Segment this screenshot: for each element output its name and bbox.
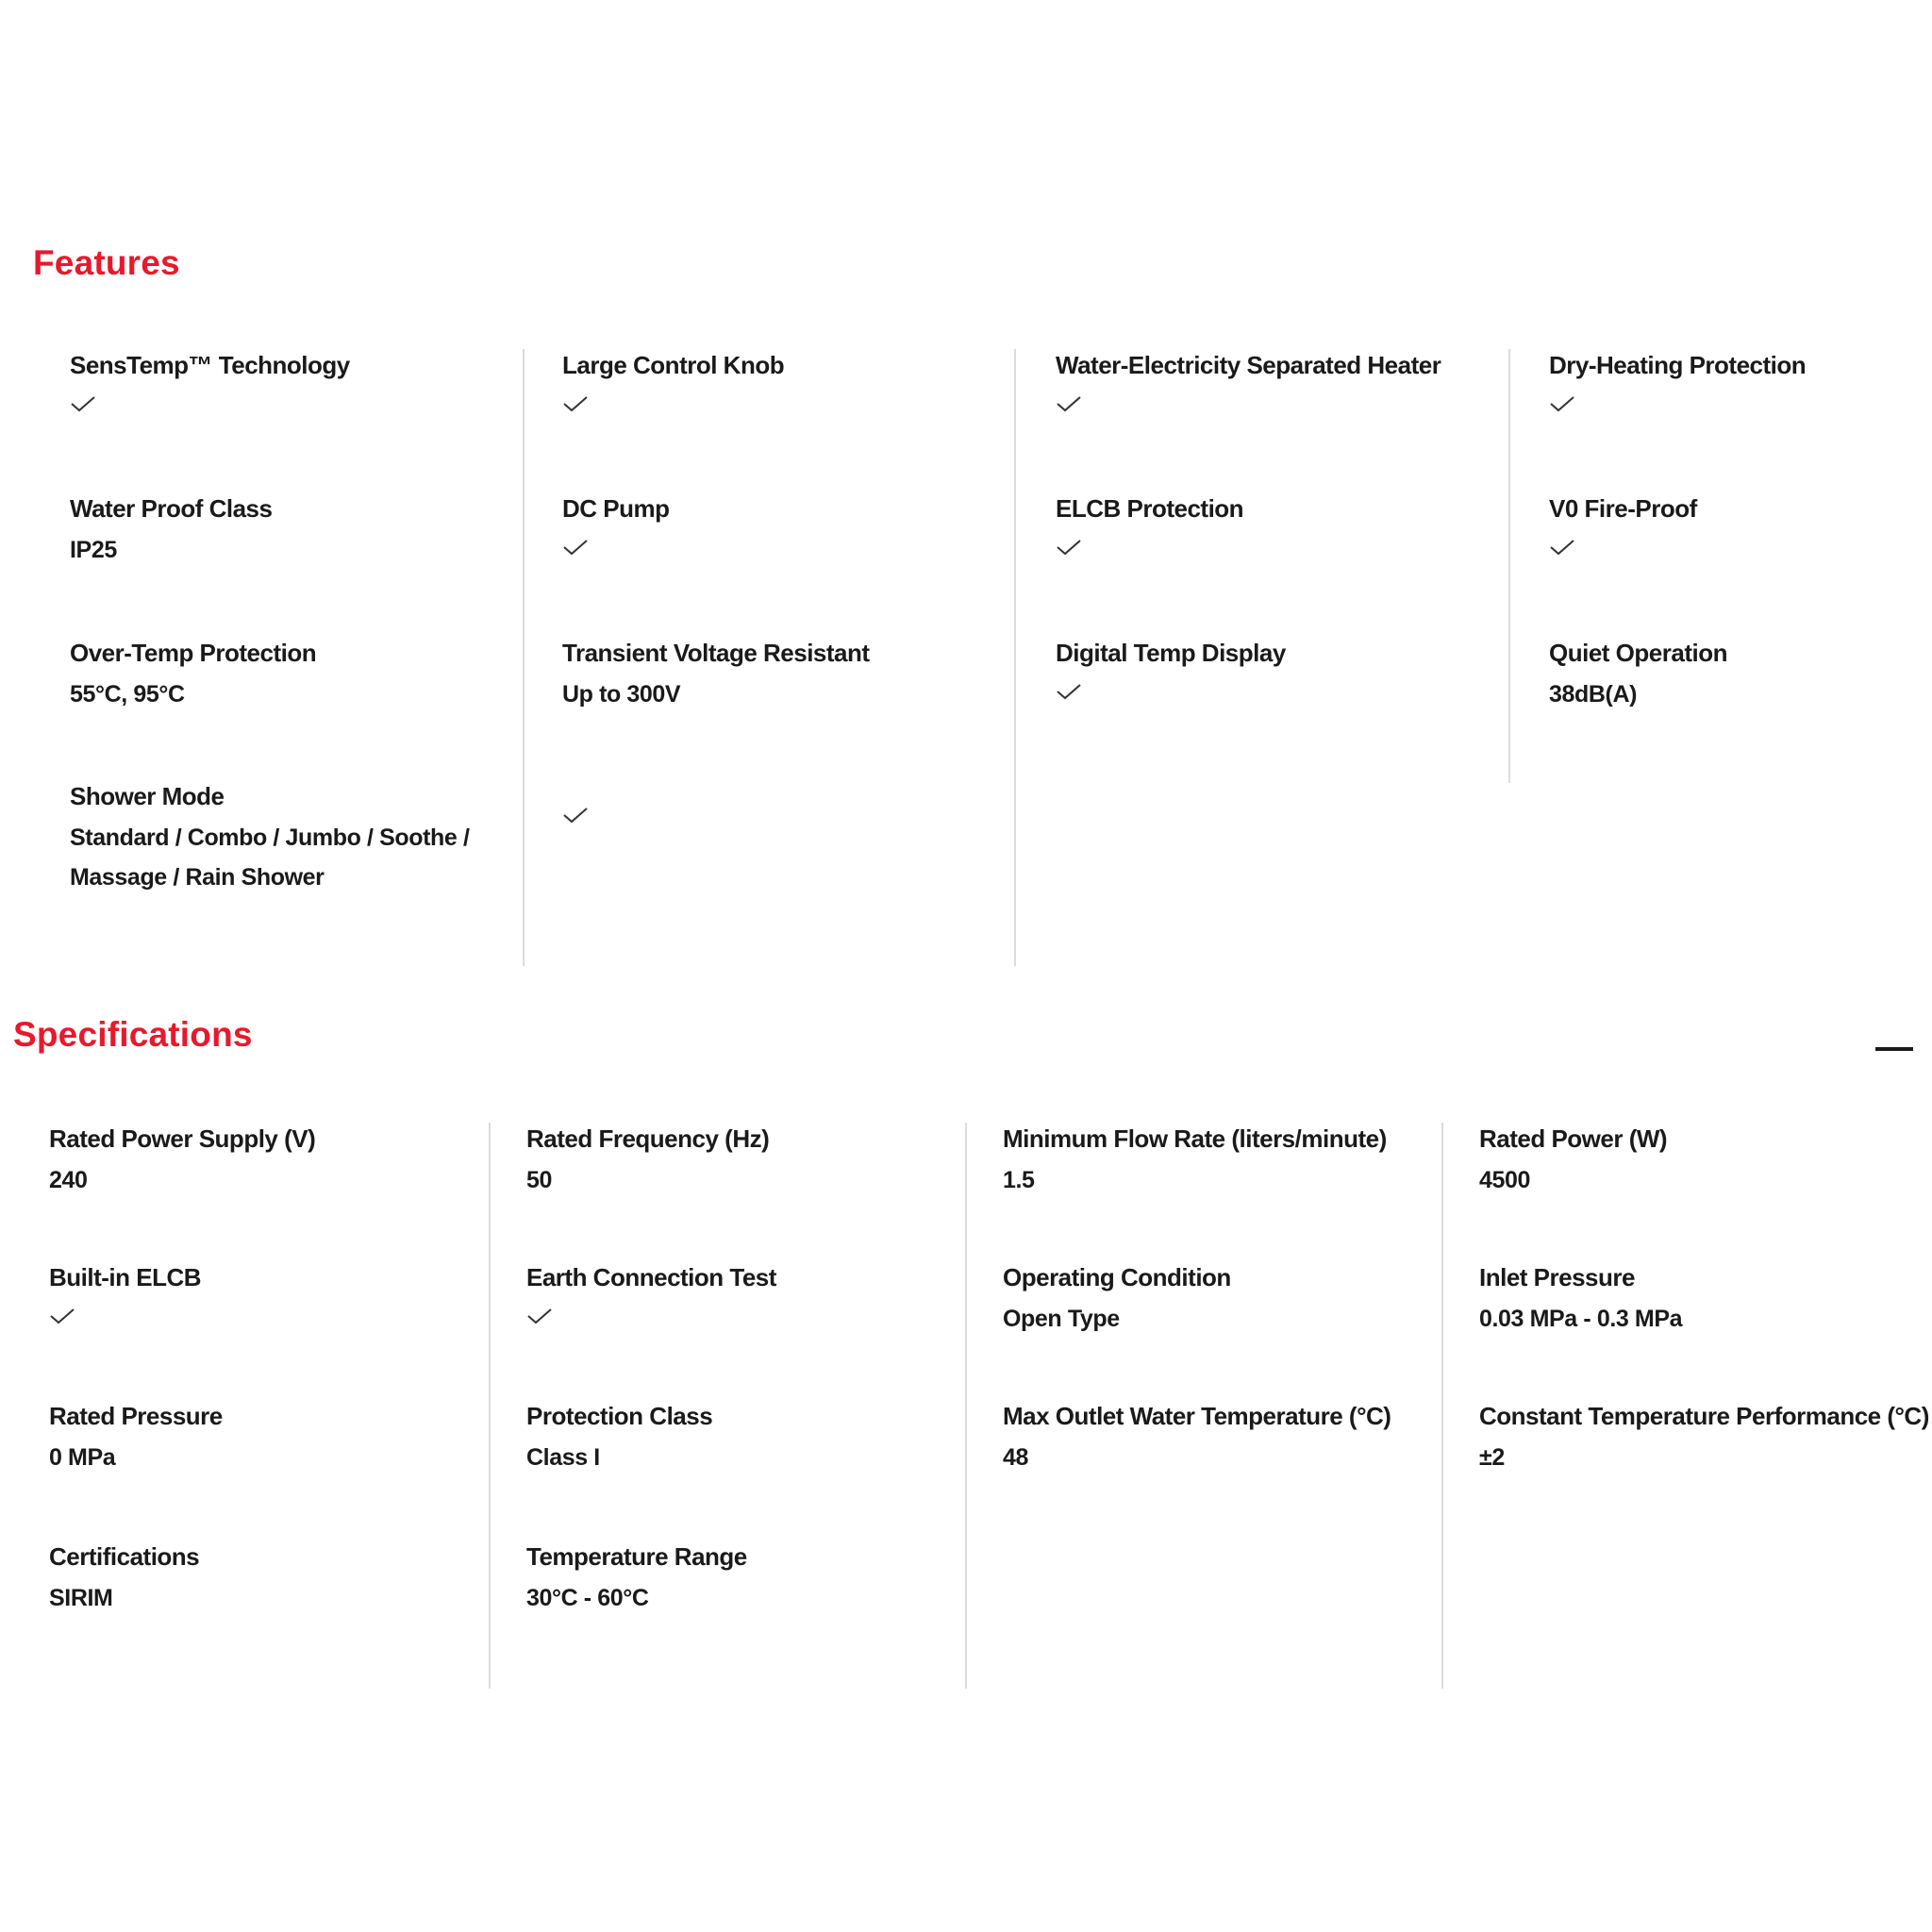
spec-label: Inlet Pressure: [1479, 1263, 1635, 1291]
spec-label: Protection Class: [526, 1402, 713, 1430]
spec-max-outlet-temp: [1003, 1400, 1391, 1477]
spec-value: 4500: [1479, 1167, 1531, 1193]
spec-protection-class: [526, 1400, 712, 1477]
feature-dc-pump: [562, 492, 670, 557]
check-icon: [1056, 394, 1082, 413]
feature-label: Digital Temp Display: [1056, 639, 1286, 667]
spec-label: Certifications: [49, 1542, 200, 1571]
spec-temperature-range: [526, 1541, 747, 1618]
spec-label: Earth Connection Test: [526, 1263, 776, 1291]
features-column-4: [1508, 349, 1916, 783]
check-icon: [562, 806, 589, 824]
spec-certifications: [49, 1541, 199, 1618]
check-icon: [49, 1307, 75, 1325]
spec-power-supply: [49, 1123, 315, 1200]
spec-label: Rated Power Supply (V): [49, 1124, 316, 1153]
spec-rated-power: [1479, 1123, 1667, 1200]
features-column-2: [525, 349, 1016, 966]
feature-elcb: [1056, 492, 1243, 557]
feature-shower-mode: [70, 780, 470, 897]
features-title: Features: [33, 243, 180, 282]
feature-value-line2: Massage / Rain Shower: [70, 864, 325, 891]
check-icon: [1056, 538, 1082, 557]
feature-label: SensTemp™ Technology: [70, 351, 350, 379]
spec-rated-pressure: [49, 1400, 223, 1477]
spec-value: 240: [49, 1167, 88, 1193]
feature-label: Dry-Heating Protection: [1549, 351, 1807, 379]
feature-senstemp: [70, 349, 350, 413]
check-icon: [1549, 538, 1575, 557]
spec-value: 30°C - 60°C: [526, 1585, 649, 1611]
spec-constant-temp: [1479, 1400, 1929, 1477]
features-column-3: [1016, 349, 1508, 966]
feature-label: Water Proof Class: [70, 494, 273, 523]
feature-label: V0 Fire-Proof: [1549, 494, 1697, 523]
spec-value: Open Type: [1003, 1306, 1120, 1332]
feature-separated-heater: [1056, 349, 1441, 413]
spec-label: Minimum Flow Rate (liters/minute): [1003, 1124, 1387, 1153]
feature-dry-heating: [1549, 349, 1806, 413]
specs-column-4: [1441, 1123, 1929, 1545]
feature-label: Water-Electricity Separated Heater: [1056, 351, 1441, 379]
check-icon: [562, 394, 589, 413]
spec-value: 48: [1003, 1444, 1029, 1471]
check-icon: [70, 394, 96, 413]
spec-label: Temperature Range: [526, 1542, 747, 1571]
feature-value: Up to 300V: [562, 681, 681, 708]
features-grid: [0, 349, 1916, 966]
spec-label: Rated Power (W): [1479, 1124, 1668, 1153]
features-column-1: [0, 349, 525, 966]
spec-min-flow: [1003, 1123, 1387, 1200]
feature-value: 55°C, 95°C: [70, 681, 185, 708]
specifications-title: Specifications: [13, 1015, 253, 1054]
check-icon: [1549, 394, 1575, 413]
specs-column-1: [0, 1123, 491, 1689]
spec-label: Rated Frequency (Hz): [526, 1124, 770, 1153]
specifications-grid: [0, 1123, 1929, 1689]
spec-value: 1.5: [1003, 1167, 1035, 1193]
check-icon: [562, 538, 589, 557]
feature-value: IP25: [70, 537, 117, 563]
feature-label: DC Pump: [562, 494, 670, 523]
feature-label: ELCB Protection: [1056, 494, 1244, 523]
feature-control-knob: [562, 349, 784, 413]
feature-transient-voltage: [562, 637, 870, 714]
feature-label: Quiet Operation: [1549, 639, 1727, 667]
spec-earth-test: [526, 1261, 776, 1325]
feature-quiet-operation: [1549, 637, 1727, 714]
feature-label: Shower Mode: [70, 782, 225, 810]
feature-waterproof: [70, 492, 272, 570]
spec-value: 50: [526, 1167, 553, 1193]
spec-operating-condition: [1003, 1261, 1231, 1339]
spec-builtin-elcb: [49, 1261, 201, 1325]
feature-digital-temp: [1056, 637, 1286, 701]
collapse-specifications-button[interactable]: [1875, 1036, 1913, 1062]
spec-inlet-pressure: [1479, 1261, 1682, 1339]
spec-label: Max Outlet Water Temperature (°C): [1003, 1402, 1391, 1430]
feature-label: Transient Voltage Resistant: [562, 639, 870, 667]
feature-label: Over-Temp Protection: [70, 639, 317, 667]
spec-value: Class I: [526, 1444, 600, 1471]
check-icon: [1056, 682, 1082, 701]
spec-value: ±2: [1479, 1444, 1505, 1471]
spec-value: 0 MPa: [49, 1444, 116, 1471]
check-icon: [526, 1307, 553, 1325]
spec-label: Operating Condition: [1003, 1263, 1231, 1291]
spec-label: Rated Pressure: [49, 1402, 223, 1430]
feature-overtemp: [70, 637, 316, 714]
spec-frequency: [526, 1123, 769, 1200]
spec-value: 0.03 MPa - 0.3 MPa: [1479, 1306, 1683, 1332]
specs-column-2: [491, 1123, 967, 1689]
spec-label: Built-in ELCB: [49, 1263, 202, 1291]
spec-label: Constant Temperature Performance (°C): [1479, 1402, 1929, 1430]
feature-label: Large Control Knob: [562, 351, 785, 379]
specs-column-3: [967, 1123, 1443, 1689]
feature-fireproof: [1549, 492, 1697, 557]
feature-unlabeled: [562, 792, 589, 824]
minus-icon: [1875, 1047, 1913, 1051]
spec-value: SIRIM: [49, 1585, 113, 1611]
feature-value: Standard / Combo / Jumbo / Soothe /: [70, 824, 470, 851]
feature-value: 38dB(A): [1549, 681, 1638, 708]
